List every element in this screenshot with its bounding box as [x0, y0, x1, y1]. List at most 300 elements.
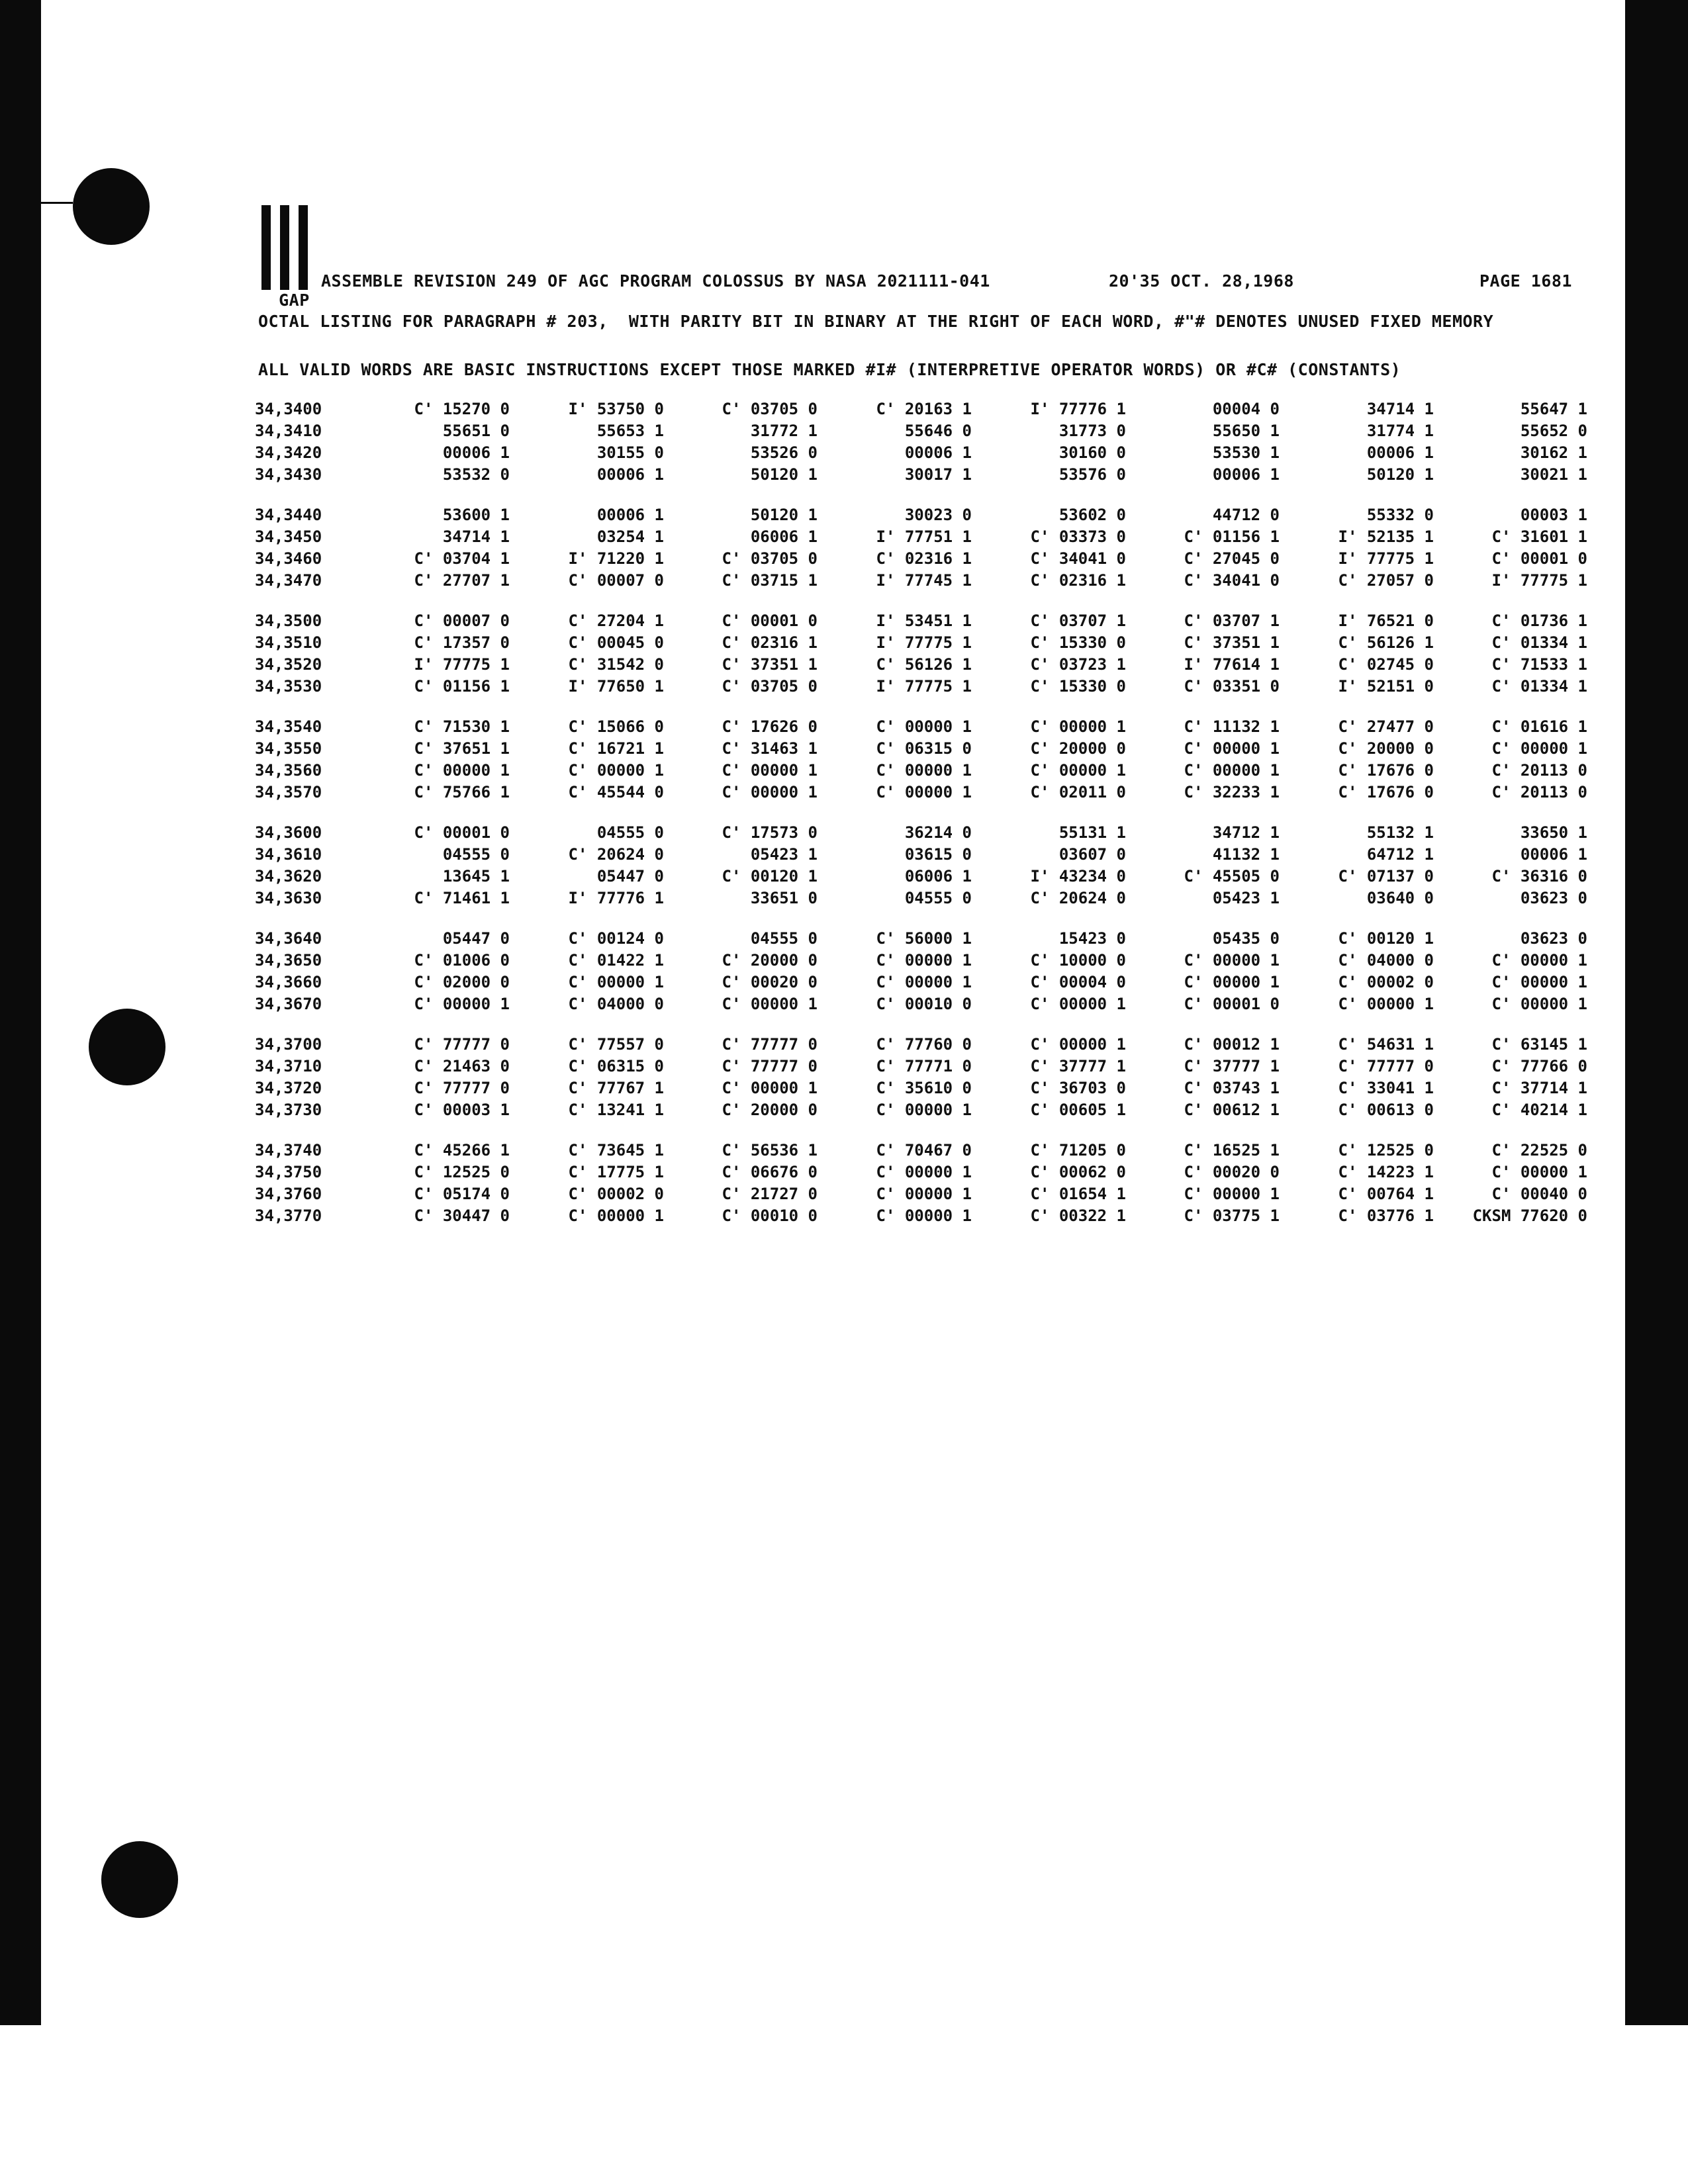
- octal-word: 53600 1: [442, 506, 510, 524]
- octal-word: 44712 0: [1212, 506, 1280, 524]
- octal-word: C' 00010 0: [722, 1206, 818, 1225]
- octal-word: I' 77775 1: [876, 677, 972, 696]
- octal-word: C' 77557 0: [568, 1035, 664, 1054]
- table-row: [255, 867, 1592, 889]
- octal-word: C' 03707 1: [1030, 612, 1126, 630]
- octal-word: C' 00010 0: [876, 995, 972, 1013]
- listing-group: [255, 1141, 1592, 1228]
- octal-word: 05447 0: [596, 867, 664, 886]
- octal-word: C' 00764 1: [1338, 1185, 1434, 1203]
- octal-word: C' 77777 0: [414, 1079, 510, 1097]
- octal-word: C' 00020 0: [722, 973, 818, 991]
- octal-word: C' 15330 0: [1030, 633, 1126, 652]
- octal-word: C' 00003 1: [414, 1101, 510, 1119]
- octal-word: C' 00000 1: [722, 1079, 818, 1097]
- octal-word: C' 22525 0: [1491, 1141, 1587, 1160]
- octal-word: 06006 1: [750, 527, 818, 546]
- octal-word: I' 77776 1: [568, 889, 664, 907]
- octal-word: C' 56126 1: [1338, 633, 1434, 652]
- octal-word: C' 45505 0: [1184, 867, 1280, 886]
- octal-word: I' 52151 0: [1338, 677, 1434, 696]
- listing-group: [255, 612, 1592, 699]
- octal-word: 05423 1: [1212, 889, 1280, 907]
- octal-word: 04555 0: [750, 929, 818, 948]
- table-row: [255, 1141, 1592, 1163]
- table-row: [255, 1101, 1592, 1122]
- octal-word: C' 05174 0: [414, 1185, 510, 1203]
- octal-word: C' 03704 1: [414, 549, 510, 568]
- octal-word: C' 31601 1: [1491, 527, 1587, 546]
- octal-word: 00006 1: [1212, 465, 1280, 484]
- octal-word: I' 77776 1: [1030, 400, 1126, 418]
- row-address: 34,3500: [255, 612, 322, 630]
- octal-word: C' 01334 1: [1491, 677, 1587, 696]
- octal-word: C' 00000 1: [1491, 1163, 1587, 1181]
- octal-word: 04555 0: [596, 823, 664, 842]
- octal-word: C' 00322 1: [1030, 1206, 1126, 1225]
- octal-word: 15423 0: [1058, 929, 1126, 948]
- row-address: 34,3530: [255, 677, 322, 696]
- octal-word: 30023 0: [904, 506, 972, 524]
- octal-word: 00006 1: [1520, 845, 1587, 864]
- octal-word: I' 43234 0: [1030, 867, 1126, 886]
- octal-word: C' 00613 0: [1338, 1101, 1434, 1119]
- octal-word: 34714 1: [442, 527, 510, 546]
- octal-word: CKSM 77620 0: [1472, 1206, 1587, 1225]
- octal-word: 53530 1: [1212, 443, 1280, 462]
- octal-word: C' 00000 1: [1030, 995, 1126, 1013]
- octal-word: 00006 1: [1366, 443, 1434, 462]
- octal-word: C' 00000 1: [1184, 951, 1280, 970]
- octal-word: C' 00612 1: [1184, 1101, 1280, 1119]
- octal-word: C' 71461 1: [414, 889, 510, 907]
- octal-word: C' 00007 0: [414, 612, 510, 630]
- octal-word: C' 00000 1: [1491, 739, 1587, 758]
- octal-word: 55332 0: [1366, 506, 1434, 524]
- octal-word: C' 37351 1: [1184, 633, 1280, 652]
- octal-word: C' 71533 1: [1491, 655, 1587, 674]
- table-row: [255, 633, 1592, 655]
- octal-word: 00003 1: [1520, 506, 1587, 524]
- octal-word: C' 56126 1: [876, 655, 972, 674]
- octal-word: C' 70467 0: [876, 1141, 972, 1160]
- octal-word: C' 00000 1: [1184, 761, 1280, 780]
- octal-word: 03640 0: [1366, 889, 1434, 907]
- octal-word: 33650 1: [1520, 823, 1587, 842]
- row-address: 34,3470: [255, 571, 322, 590]
- octal-word: C' 00000 1: [1338, 995, 1434, 1013]
- octal-word: C' 21463 0: [414, 1057, 510, 1075]
- octal-word: C' 00000 1: [568, 1206, 664, 1225]
- octal-word: C' 75766 1: [414, 783, 510, 801]
- octal-word: 30017 1: [904, 465, 972, 484]
- octal-word: C' 04000 0: [1338, 951, 1434, 970]
- table-row: [255, 717, 1592, 739]
- octal-word: C' 00000 1: [568, 761, 664, 780]
- table-row: [255, 400, 1592, 422]
- octal-word: C' 00000 1: [1030, 717, 1126, 736]
- table-row: [255, 1079, 1592, 1101]
- octal-word: C' 16525 1: [1184, 1141, 1280, 1160]
- octal-word: C' 00002 0: [568, 1185, 664, 1203]
- octal-word: C' 03776 1: [1338, 1206, 1434, 1225]
- octal-word: C' 01616 1: [1491, 717, 1587, 736]
- octal-word: C' 02011 0: [1030, 783, 1126, 801]
- row-address: 34,3540: [255, 717, 322, 736]
- octal-word: C' 45266 1: [414, 1141, 510, 1160]
- octal-word: C' 36703 0: [1030, 1079, 1126, 1097]
- octal-word: C' 00001 0: [414, 823, 510, 842]
- octal-word: C' 31463 1: [722, 739, 818, 758]
- row-address: 34,3750: [255, 1163, 322, 1181]
- header-timestamp: 20'35 OCT. 28,1968: [1109, 271, 1294, 291]
- octal-word: C' 77766 0: [1491, 1057, 1587, 1075]
- octal-word: I' 53750 0: [568, 400, 664, 418]
- scan-mark: [36, 202, 73, 204]
- punch-hole-bottom: [101, 1841, 178, 1918]
- octal-word: 00006 1: [442, 443, 510, 462]
- octal-word: C' 00000 1: [876, 1163, 972, 1181]
- octal-word: C' 33041 1: [1338, 1079, 1434, 1097]
- octal-word: 41132 1: [1212, 845, 1280, 864]
- octal-word: C' 03707 1: [1184, 612, 1280, 630]
- octal-word: C' 00124 0: [568, 929, 664, 948]
- octal-word: C' 01006 0: [414, 951, 510, 970]
- row-address: 34,3660: [255, 973, 322, 991]
- octal-word: 55651 0: [442, 422, 510, 440]
- octal-word: 53526 0: [750, 443, 818, 462]
- octal-word: C' 14223 1: [1338, 1163, 1434, 1181]
- octal-word: I' 77775 1: [876, 633, 972, 652]
- octal-word: C' 17676 0: [1338, 761, 1434, 780]
- octal-word: C' 77767 1: [568, 1079, 664, 1097]
- table-row: [255, 443, 1592, 465]
- octal-word: C' 27057 0: [1338, 571, 1434, 590]
- punch-hole-top: [73, 168, 150, 245]
- octal-word: C' 77777 0: [1338, 1057, 1434, 1075]
- table-row: [255, 761, 1592, 783]
- octal-word: C' 03351 0: [1184, 677, 1280, 696]
- octal-word: C' 71530 1: [414, 717, 510, 736]
- octal-word: C' 00000 1: [1184, 1185, 1280, 1203]
- octal-word: C' 03743 1: [1184, 1079, 1280, 1097]
- octal-word: C' 07137 0: [1338, 867, 1434, 886]
- octal-word: C' 00000 1: [568, 973, 664, 991]
- octal-word: C' 02000 0: [414, 973, 510, 991]
- octal-word: C' 27477 0: [1338, 717, 1434, 736]
- octal-word: C' 20000 0: [722, 951, 818, 970]
- octal-word: C' 00000 1: [1030, 761, 1126, 780]
- octal-word: C' 37777 1: [1184, 1057, 1280, 1075]
- row-address: 34,3640: [255, 929, 322, 948]
- octal-word: C' 02316 1: [1030, 571, 1126, 590]
- table-row: [255, 549, 1592, 571]
- octal-word: I' 77775 1: [414, 655, 510, 674]
- octal-word: I' 52135 1: [1338, 527, 1434, 546]
- punch-hole-middle: [89, 1009, 165, 1085]
- octal-word: I' 77745 1: [876, 571, 972, 590]
- octal-word: C' 20113 0: [1491, 783, 1587, 801]
- octal-word: 31774 1: [1366, 422, 1434, 440]
- octal-word: 05447 0: [442, 929, 510, 948]
- octal-word: 64712 1: [1366, 845, 1434, 864]
- octal-word: 03254 1: [596, 527, 664, 546]
- octal-word: C' 77771 0: [876, 1057, 972, 1075]
- octal-listing-table: [255, 400, 1592, 1247]
- listing-group: [255, 823, 1592, 911]
- octal-word: C' 01156 1: [414, 677, 510, 696]
- octal-word: C' 20163 1: [876, 400, 972, 418]
- row-address: 34,3450: [255, 527, 322, 546]
- octal-word: C' 03373 0: [1030, 527, 1126, 546]
- row-address: 34,3560: [255, 761, 322, 780]
- octal-word: C' 15066 0: [568, 717, 664, 736]
- octal-word: C' 13241 1: [568, 1101, 664, 1119]
- octal-word: C' 56536 1: [722, 1141, 818, 1160]
- octal-word: C' 15330 0: [1030, 677, 1126, 696]
- octal-word: 50120 1: [750, 506, 818, 524]
- octal-word: 04555 0: [904, 889, 972, 907]
- octal-word: C' 00000 1: [1184, 739, 1280, 758]
- row-address: 34,3730: [255, 1101, 322, 1119]
- row-address: 34,3570: [255, 783, 322, 801]
- octal-word: 03615 0: [904, 845, 972, 864]
- octal-word: 05423 1: [750, 845, 818, 864]
- row-address: 34,3440: [255, 506, 322, 524]
- scan-edge-right: [1625, 0, 1688, 2025]
- table-row: [255, 951, 1592, 973]
- octal-word: C' 00062 0: [1030, 1163, 1126, 1181]
- octal-word: C' 02316 1: [722, 633, 818, 652]
- octal-word: C' 27707 1: [414, 571, 510, 590]
- row-address: 34,3620: [255, 867, 322, 886]
- table-row: [255, 823, 1592, 845]
- octal-word: C' 00004 0: [1030, 973, 1126, 991]
- octal-word: C' 00000 1: [722, 995, 818, 1013]
- octal-word: C' 37351 1: [722, 655, 818, 674]
- row-address: 34,3740: [255, 1141, 322, 1160]
- octal-word: C' 77777 0: [722, 1057, 818, 1075]
- octal-word: C' 01736 1: [1491, 612, 1587, 630]
- octal-word: C' 03705 0: [722, 549, 818, 568]
- octal-word: I' 77614 1: [1184, 655, 1280, 674]
- octal-word: C' 03715 1: [722, 571, 818, 590]
- octal-word: 30160 0: [1058, 443, 1126, 462]
- octal-word: 13645 1: [442, 867, 510, 886]
- row-address: 34,3460: [255, 549, 322, 568]
- octal-word: C' 00000 1: [876, 1206, 972, 1225]
- octal-word: C' 00000 1: [876, 973, 972, 991]
- octal-word: C' 34041 0: [1030, 549, 1126, 568]
- octal-word: C' 27204 1: [568, 612, 664, 630]
- octal-word: C' 06315 0: [876, 739, 972, 758]
- octal-word: I' 53451 1: [876, 612, 972, 630]
- table-row: [255, 739, 1592, 761]
- table-row: [255, 1057, 1592, 1079]
- row-address: 34,3630: [255, 889, 322, 907]
- octal-word: C' 00000 1: [876, 1185, 972, 1203]
- octal-word: C' 37651 1: [414, 739, 510, 758]
- octal-word: C' 00000 1: [414, 995, 510, 1013]
- octal-word: C' 00000 1: [1491, 995, 1587, 1013]
- octal-word: I' 71220 1: [568, 549, 664, 568]
- octal-word: C' 06315 0: [568, 1057, 664, 1075]
- octal-word: C' 00000 1: [876, 761, 972, 780]
- row-address: 34,3670: [255, 995, 322, 1013]
- octal-word: C' 54631 1: [1338, 1035, 1434, 1054]
- page-number: PAGE 1681: [1479, 271, 1572, 291]
- octal-word: C' 00000 1: [876, 951, 972, 970]
- octal-word: 00006 1: [596, 465, 664, 484]
- header-line-2: OCTAL LISTING FOR PARAGRAPH # 203, WITH PARITY BIT IN BINARY AT THE RIGHT OF EACH WORD, #"# DENOTES UNUSED FIXED MEMORY: [258, 312, 1494, 331]
- row-address: 34,3410: [255, 422, 322, 440]
- octal-word: C' 03705 0: [722, 400, 818, 418]
- octal-word: C' 16721 1: [568, 739, 664, 758]
- octal-word: 06006 1: [904, 867, 972, 886]
- header-code: GAP: [279, 291, 310, 310]
- octal-word: 00004 0: [1212, 400, 1280, 418]
- row-address: 34,3770: [255, 1206, 322, 1225]
- table-row: [255, 1206, 1592, 1228]
- octal-word: C' 30447 0: [414, 1206, 510, 1225]
- octal-word: 03623 0: [1520, 889, 1587, 907]
- octal-word: C' 17626 0: [722, 717, 818, 736]
- row-address: 34,3510: [255, 633, 322, 652]
- octal-word: C' 77760 0: [876, 1035, 972, 1054]
- table-row: [255, 783, 1592, 805]
- octal-word: 05435 0: [1212, 929, 1280, 948]
- listing-group: [255, 400, 1592, 487]
- table-row: [255, 845, 1592, 867]
- octal-word: C' 15270 0: [414, 400, 510, 418]
- octal-word: C' 00000 1: [1184, 973, 1280, 991]
- octal-word: 31772 1: [750, 422, 818, 440]
- octal-word: C' 00001 0: [722, 612, 818, 630]
- octal-word: C' 00000 1: [876, 1101, 972, 1119]
- octal-word: 55131 1: [1058, 823, 1126, 842]
- octal-word: C' 00000 1: [722, 783, 818, 801]
- octal-word: C' 11132 1: [1184, 717, 1280, 736]
- listing-group: [255, 506, 1592, 593]
- row-address: 34,3650: [255, 951, 322, 970]
- octal-word: C' 00040 0: [1491, 1185, 1587, 1203]
- octal-word: C' 20000 0: [1338, 739, 1434, 758]
- octal-word: C' 17775 1: [568, 1163, 664, 1181]
- listing-group: [255, 717, 1592, 805]
- row-address: 34,3520: [255, 655, 322, 674]
- octal-word: 00006 1: [904, 443, 972, 462]
- row-address: 34,3720: [255, 1079, 322, 1097]
- octal-word: C' 21727 0: [722, 1185, 818, 1203]
- octal-word: C' 77777 0: [722, 1035, 818, 1054]
- octal-word: C' 10000 0: [1030, 951, 1126, 970]
- octal-word: C' 00000 1: [1491, 973, 1587, 991]
- octal-word: C' 37714 1: [1491, 1079, 1587, 1097]
- octal-word: C' 27045 0: [1184, 549, 1280, 568]
- octal-word: C' 04000 0: [568, 995, 664, 1013]
- octal-word: C' 12525 0: [1338, 1141, 1434, 1160]
- octal-word: 34714 1: [1366, 400, 1434, 418]
- octal-word: C' 71205 0: [1030, 1141, 1126, 1160]
- octal-word: C' 31542 0: [568, 655, 664, 674]
- octal-word: 03623 0: [1520, 929, 1587, 948]
- octal-word: I' 76521 0: [1338, 612, 1434, 630]
- octal-word: C' 00000 1: [1491, 951, 1587, 970]
- table-row: [255, 506, 1592, 527]
- octal-word: C' 00045 0: [568, 633, 664, 652]
- octal-word: 55650 1: [1212, 422, 1280, 440]
- octal-word: 55132 1: [1366, 823, 1434, 842]
- table-row: [255, 995, 1592, 1017]
- table-row: [255, 422, 1592, 443]
- octal-word: C' 36316 0: [1491, 867, 1587, 886]
- octal-word: C' 00120 1: [722, 867, 818, 886]
- octal-word: C' 17573 0: [722, 823, 818, 842]
- octal-word: 00006 1: [596, 506, 664, 524]
- octal-word: C' 77777 0: [414, 1035, 510, 1054]
- octal-word: 55653 1: [596, 422, 664, 440]
- octal-word: C' 63145 1: [1491, 1035, 1587, 1054]
- row-address: 34,3550: [255, 739, 322, 758]
- row-address: 34,3600: [255, 823, 322, 842]
- table-row: [255, 973, 1592, 995]
- octal-word: I' 77650 1: [568, 677, 664, 696]
- octal-word: C' 32233 1: [1184, 783, 1280, 801]
- octal-word: 55652 0: [1520, 422, 1587, 440]
- octal-word: C' 02316 1: [876, 549, 972, 568]
- octal-word: I' 77751 1: [876, 527, 972, 546]
- octal-word: C' 37777 1: [1030, 1057, 1126, 1075]
- octal-word: C' 56000 1: [876, 929, 972, 948]
- row-address: 34,3710: [255, 1057, 322, 1075]
- octal-word: C' 35610 0: [876, 1079, 972, 1097]
- octal-word: C' 40214 1: [1491, 1101, 1587, 1119]
- octal-word: C' 45544 0: [568, 783, 664, 801]
- table-row: [255, 929, 1592, 951]
- table-row: [255, 889, 1592, 911]
- row-address: 34,3400: [255, 400, 322, 418]
- row-address: 34,3430: [255, 465, 322, 484]
- octal-word: C' 01654 1: [1030, 1185, 1126, 1203]
- octal-word: 04555 0: [442, 845, 510, 864]
- table-row: [255, 465, 1592, 487]
- octal-word: C' 00000 1: [1030, 1035, 1126, 1054]
- octal-word: C' 00605 1: [1030, 1101, 1126, 1119]
- octal-word: 50120 1: [750, 465, 818, 484]
- octal-word: C' 00020 0: [1184, 1163, 1280, 1181]
- octal-word: C' 00000 1: [876, 783, 972, 801]
- listing-group: [255, 929, 1592, 1017]
- octal-word: C' 20624 0: [1030, 889, 1126, 907]
- row-address: 34,3610: [255, 845, 322, 864]
- octal-word: 53576 0: [1058, 465, 1126, 484]
- row-address: 34,3700: [255, 1035, 322, 1054]
- octal-word: C' 03723 1: [1030, 655, 1126, 674]
- octal-word: C' 17676 0: [1338, 783, 1434, 801]
- octal-word: 55646 0: [904, 422, 972, 440]
- octal-word: I' 77775 1: [1491, 571, 1587, 590]
- octal-word: 55647 1: [1520, 400, 1587, 418]
- table-row: [255, 571, 1592, 593]
- octal-word: C' 00120 1: [1338, 929, 1434, 948]
- octal-word: C' 00001 0: [1184, 995, 1280, 1013]
- octal-word: I' 77775 1: [1338, 549, 1434, 568]
- octal-word: C' 20000 0: [722, 1101, 818, 1119]
- row-address: 34,3420: [255, 443, 322, 462]
- octal-word: C' 20624 0: [568, 845, 664, 864]
- row-address: 34,3760: [255, 1185, 322, 1203]
- page-title: ASSEMBLE REVISION 249 OF AGC PROGRAM COLOSSUS BY NASA 2021111-041: [321, 271, 990, 291]
